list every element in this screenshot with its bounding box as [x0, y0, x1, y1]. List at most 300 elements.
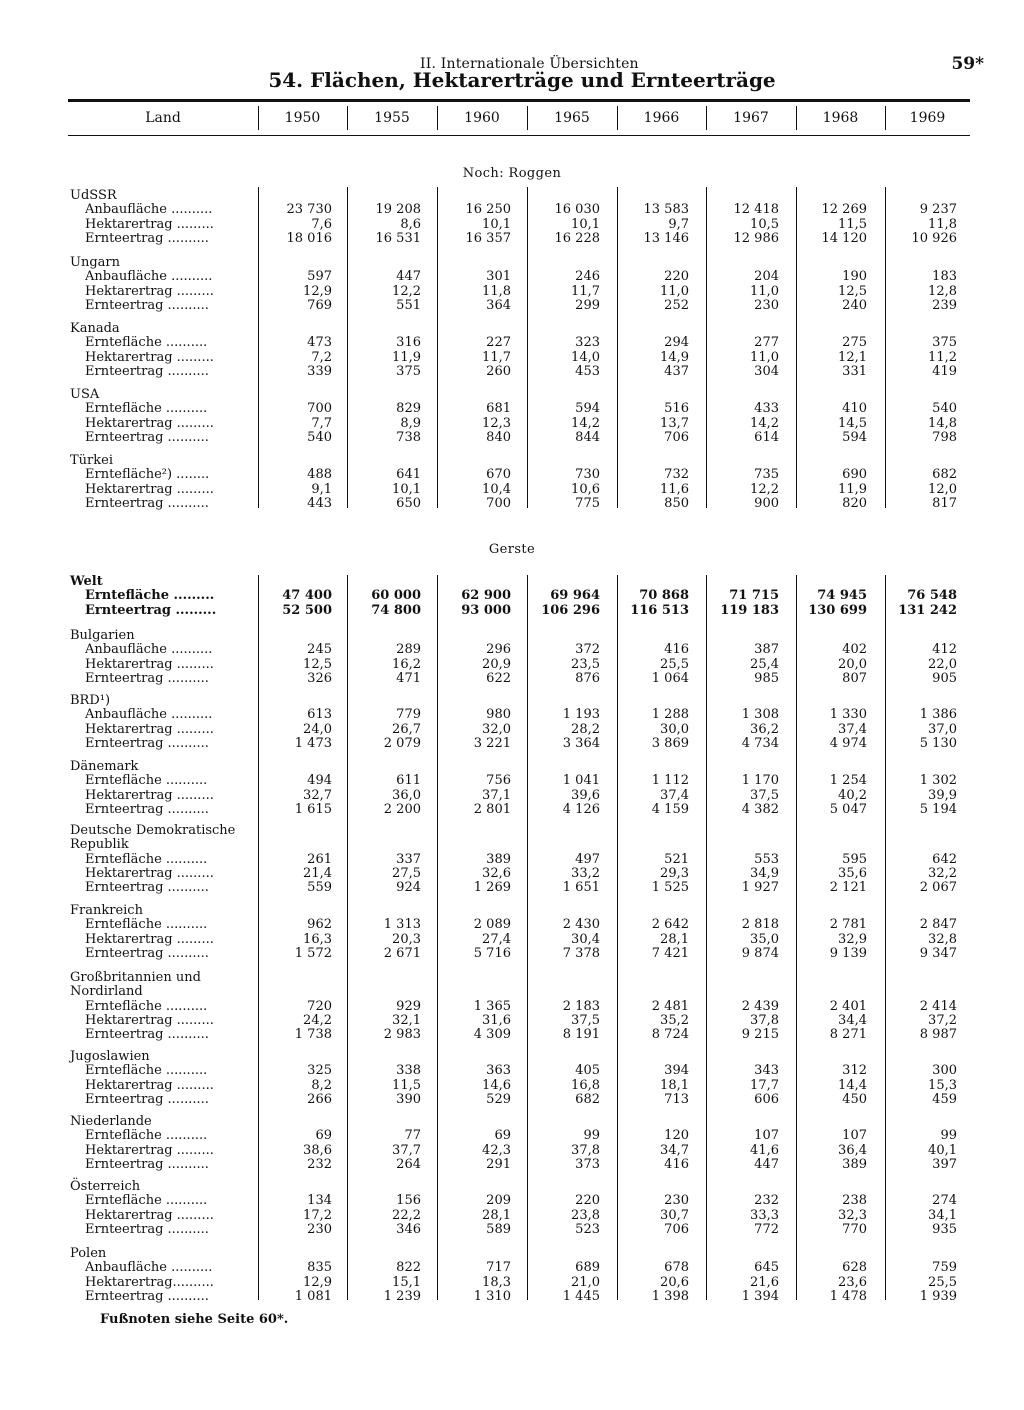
table-cell: 28,1: [482, 1207, 511, 1223]
table-cell: 12,1: [838, 349, 867, 365]
table-cell: 4 382: [741, 801, 779, 817]
table-cell: 2 642: [651, 917, 689, 933]
table-cell: 7,7: [311, 415, 332, 431]
table-cell: 1 615: [294, 801, 332, 817]
table-row: [0, 1261, 1024, 1275]
table-cell: 405: [575, 1063, 600, 1079]
table-cell: 433: [754, 401, 779, 417]
table-cell: 14,4: [838, 1077, 867, 1093]
table-cell: 628: [842, 1260, 867, 1276]
table-cell: 11,9: [392, 349, 421, 365]
table-cell: 412: [932, 642, 957, 658]
table-cell: 30,7: [660, 1207, 689, 1223]
table-cell: 670: [486, 467, 511, 483]
table-cell: 540: [307, 429, 332, 445]
table-row: [0, 774, 1024, 788]
row-label: Erntefläche ..........: [85, 1194, 208, 1209]
table-cell: 230: [754, 297, 779, 313]
table-cell: 24,2: [303, 1012, 332, 1028]
table-cell: 32,6: [482, 865, 511, 881]
table-cell: 156: [396, 1193, 421, 1209]
table-cell: 11,5: [838, 216, 867, 232]
table-row: [0, 431, 1024, 445]
country-name: Großbritannien und: [70, 970, 201, 985]
table-cell: 372: [575, 642, 600, 658]
table-cell: 15,3: [928, 1077, 957, 1093]
table-cell: 410: [842, 401, 867, 417]
table-cell: 1 064: [651, 670, 689, 686]
table-cell: 16 250: [465, 202, 511, 218]
table-cell: 36,4: [838, 1142, 867, 1158]
country-name: Niederlande: [70, 1114, 152, 1129]
table-cell: 299: [575, 297, 600, 313]
table-cell: 611: [396, 773, 421, 789]
table-cell: 37,4: [838, 721, 867, 737]
row-label: Ernteertrag ..........: [85, 1157, 209, 1172]
table-cell: 416: [664, 642, 689, 658]
country-name: USA: [70, 387, 100, 402]
table-cell: 14,0: [571, 349, 600, 365]
table-row: [0, 1223, 1024, 1237]
table-cell: 232: [307, 1156, 332, 1172]
table-cell: 373: [575, 1156, 600, 1172]
table-cell: 443: [307, 495, 332, 511]
table-cell: 11,0: [750, 349, 779, 365]
table-cell: 261: [307, 851, 332, 867]
table-cell: 24,0: [303, 721, 332, 737]
table-cell: 11,5: [392, 1077, 421, 1093]
column-header-year: 1960: [464, 110, 500, 126]
table-cell: 375: [396, 363, 421, 379]
row-label: Anbaufläche ..........: [85, 643, 213, 658]
table-cell: 12 418: [733, 202, 779, 218]
table-cell: 389: [486, 851, 511, 867]
table-cell: 12 986: [733, 230, 779, 246]
table-cell: 30,4: [571, 931, 600, 947]
table-cell: 7 421: [651, 945, 689, 961]
table-cell: 2 414: [919, 998, 957, 1014]
table-cell: 12 269: [821, 202, 867, 218]
table-cell: 277: [754, 335, 779, 351]
row-label: Ernteertrag ..........: [85, 1028, 209, 1043]
table-cell: 389: [842, 1156, 867, 1172]
table-cell: 14,5: [838, 415, 867, 431]
table-cell: 817: [932, 495, 957, 511]
table-cell: 770: [842, 1221, 867, 1237]
column-header-year: 1966: [643, 110, 680, 126]
table-cell: 35,6: [838, 865, 867, 881]
column-header-year: 1950: [284, 110, 321, 126]
table-cell: 594: [842, 429, 867, 445]
table-cell: 14,9: [660, 349, 689, 365]
country-name: Ungarn: [70, 255, 120, 270]
row-label: Erntefläche ..........: [85, 1129, 208, 1144]
table-cell: 252: [664, 297, 689, 313]
table-cell: 16,8: [571, 1077, 600, 1093]
table-cell: 16,2: [392, 656, 421, 672]
table-row: [0, 918, 1024, 932]
table-cell: 11,2: [928, 349, 957, 365]
table-cell: 27,4: [482, 931, 511, 947]
table-cell: 11,8: [928, 216, 957, 232]
table-cell: 4 126: [562, 801, 600, 817]
table-cell: 37,4: [660, 787, 689, 803]
table-row: [0, 270, 1024, 284]
table-cell: 9,1: [311, 481, 332, 497]
table-cell: 294: [664, 335, 689, 351]
table-cell: 11,7: [571, 283, 600, 299]
table-cell: 8 724: [651, 1027, 689, 1043]
table-cell: 12,2: [392, 283, 421, 299]
table-cell: 2 067: [919, 880, 957, 896]
table-cell: 21,6: [750, 1274, 779, 1290]
table-cell: 40,1: [928, 1142, 957, 1158]
table-cell: 772: [754, 1221, 779, 1237]
row-label: Hektarertrag .........: [85, 1013, 214, 1028]
table-cell: 15,1: [392, 1274, 421, 1290]
table-cell: 18 016: [286, 230, 332, 246]
table-cell: 1 394: [741, 1288, 779, 1304]
row-label: Ernteertrag ..........: [85, 881, 209, 896]
row-label: Erntefläche .........: [85, 589, 215, 604]
table-cell: 227: [486, 335, 511, 351]
table-cell: 32,2: [928, 865, 957, 881]
table-cell: 232: [754, 1193, 779, 1209]
table-cell: 551: [396, 297, 421, 313]
table-cell: 473: [307, 335, 332, 351]
table-cell: 9 874: [741, 945, 779, 961]
country-name: UdSSR: [70, 188, 117, 203]
table-cell: 2 818: [741, 917, 779, 933]
table-cell: 717: [486, 1260, 511, 1276]
row-label: Ernteertrag ..........: [85, 1222, 209, 1237]
row-label: Anbaufläche ..........: [85, 708, 213, 723]
table-cell: 245: [307, 642, 332, 658]
table-cell: 12,8: [928, 283, 957, 299]
table-row: [0, 232, 1024, 246]
row-label: Hektarertrag .........: [85, 788, 214, 803]
table-row: [0, 737, 1024, 751]
table-row: [0, 708, 1024, 722]
table-cell: 682: [575, 1091, 600, 1107]
table-cell: 35,2: [660, 1012, 689, 1028]
table-cell: 220: [664, 269, 689, 285]
table-cell: 2 430: [562, 917, 600, 933]
table-cell: 52 500: [282, 602, 332, 618]
table-cell: 1 112: [651, 773, 689, 789]
table-cell: 8,2: [311, 1077, 332, 1093]
table-cell: 10,6: [571, 481, 600, 497]
footnote: Fußnoten siehe Seite 60*.: [100, 1312, 289, 1327]
row-label: Hektarertrag .........: [85, 416, 214, 431]
section-label: Noch: Roggen: [462, 166, 562, 181]
table-cell: 905: [932, 670, 957, 686]
table-cell: 2 781: [829, 917, 867, 933]
table-cell: 39,6: [571, 787, 600, 803]
table-cell: 230: [307, 1221, 332, 1237]
row-label: Ernteertrag ..........: [85, 1092, 209, 1107]
table-cell: 260: [486, 363, 511, 379]
table-cell: 71 715: [729, 588, 779, 604]
row-label: Hektarertrag .........: [85, 284, 214, 299]
table-cell: 11,9: [838, 481, 867, 497]
row-label: Hektarertrag .........: [85, 722, 214, 737]
table-cell: 9 237: [919, 202, 957, 218]
table-cell: 2 847: [919, 917, 957, 933]
table-cell: 397: [932, 1156, 957, 1172]
table-cell: 22,0: [928, 656, 957, 672]
table-cell: 363: [486, 1063, 511, 1079]
table-cell: 99: [940, 1128, 957, 1144]
table-cell: 338: [396, 1063, 421, 1079]
table-cell: 876: [575, 670, 600, 686]
table-cell: 47 400: [282, 588, 332, 604]
row-label: Hektarertrag .........: [85, 1143, 214, 1158]
table-cell: 622: [486, 670, 511, 686]
table-cell: 23 730: [286, 202, 332, 218]
table-cell: 9,7: [668, 216, 689, 232]
table-cell: 39,9: [928, 787, 957, 803]
table-row: [0, 789, 1024, 803]
table-cell: 119 183: [720, 602, 779, 618]
table-cell: 190: [842, 269, 867, 285]
table-cell: 93 000: [461, 602, 511, 618]
table-cell: 690: [842, 467, 867, 483]
table-row: [0, 417, 1024, 431]
table-cell: 16 030: [554, 202, 600, 218]
table-cell: 25,4: [750, 656, 779, 672]
table-cell: 10,1: [571, 216, 600, 232]
table-cell: 25,5: [928, 1274, 957, 1290]
table-row: [0, 1209, 1024, 1223]
table-cell: 681: [486, 401, 511, 417]
table-cell: 1 525: [651, 880, 689, 896]
country-name-continued: Nordirland: [70, 984, 143, 1000]
row-label: Ernteertrag ..........: [85, 736, 209, 751]
row-label: Hektarertrag .........: [85, 657, 214, 672]
table-cell: 69 964: [550, 588, 600, 604]
row-label: Ernteertrag ..........: [85, 671, 209, 686]
table-cell: 264: [396, 1156, 421, 1172]
table-cell: 416: [664, 1156, 689, 1172]
table-cell: 471: [396, 670, 421, 686]
table-cell: 1 572: [294, 945, 332, 961]
table-cell: 20,3: [392, 931, 421, 947]
row-label: Ernteertrag ..........: [85, 364, 209, 379]
country-name: Dänemark: [70, 759, 139, 774]
table-cell: 16 357: [465, 230, 511, 246]
table-cell: 682: [932, 467, 957, 483]
column-header-land: Land: [145, 110, 181, 126]
table-cell: 820: [842, 495, 867, 511]
table-cell: 594: [575, 401, 600, 417]
row-label: Anbaufläche ..........: [85, 1261, 213, 1276]
table-cell: 402: [842, 642, 867, 658]
table-cell: 1 445: [562, 1288, 600, 1304]
table-cell: 37,2: [928, 1012, 957, 1028]
table-cell: 209: [486, 1193, 511, 1209]
table-cell: 37,5: [571, 1012, 600, 1028]
table-cell: 2 439: [741, 998, 779, 1014]
table-cell: 42,3: [482, 1142, 511, 1158]
table-cell: 437: [664, 363, 689, 379]
column-header-year: 1967: [733, 110, 769, 126]
table-cell: 36,2: [750, 721, 779, 737]
table-cell: 23,8: [571, 1207, 600, 1223]
table-cell: 35,0: [750, 931, 779, 947]
row-label: Erntefläche ..........: [85, 402, 208, 417]
table-cell: 2 801: [473, 801, 511, 817]
table-cell: 1 398: [651, 1288, 689, 1304]
table-cell: 529: [486, 1091, 511, 1107]
table-cell: 12,0: [928, 481, 957, 497]
table-cell: 230: [664, 1193, 689, 1209]
table-cell: 900: [754, 495, 779, 511]
table-cell: 1 254: [829, 773, 867, 789]
table-cell: 21,4: [303, 865, 332, 881]
table-cell: 488: [307, 467, 332, 483]
table-cell: 337: [396, 851, 421, 867]
table-row: [0, 1129, 1024, 1143]
table-cell: 106 296: [541, 602, 600, 618]
table-cell: 3 221: [473, 735, 511, 751]
row-label: Erntefläche²) ........: [85, 468, 210, 483]
table-cell: 22,2: [392, 1207, 421, 1223]
table-cell: 1 313: [383, 917, 421, 933]
table-cell: 12,9: [303, 1274, 332, 1290]
table-cell: 304: [754, 363, 779, 379]
table-cell: 9 139: [829, 945, 867, 961]
table-cell: 32,9: [838, 931, 867, 947]
table-cell: 10,1: [392, 481, 421, 497]
table-cell: 980: [486, 707, 511, 723]
table-cell: 131 242: [898, 602, 957, 618]
table-cell: 589: [486, 1221, 511, 1237]
table-cell: 37,8: [571, 1142, 600, 1158]
column-header-year: 1969: [909, 110, 946, 126]
table-cell: 645: [754, 1260, 779, 1276]
table-cell: 1 081: [294, 1288, 332, 1304]
table-row: [0, 1276, 1024, 1290]
table-cell: 1 193: [562, 707, 600, 723]
table-cell: 523: [575, 1221, 600, 1237]
table-cell: 275: [842, 335, 867, 351]
table-cell: 4 309: [473, 1027, 511, 1043]
table-cell: 706: [664, 1221, 689, 1237]
table-cell: 339: [307, 363, 332, 379]
table-cell: 37,8: [750, 1012, 779, 1028]
row-label: Erntefläche ..........: [85, 852, 208, 867]
row-label: Ernteertrag ..........: [85, 430, 209, 445]
table-cell: 738: [396, 429, 421, 445]
table-cell: 37,7: [392, 1142, 421, 1158]
country-name: Welt: [70, 574, 103, 589]
table-cell: 33,3: [750, 1207, 779, 1223]
table-cell: 7,2: [311, 349, 332, 365]
table-cell: 840: [486, 429, 511, 445]
table-cell: 720: [307, 998, 332, 1014]
table-cell: 3 364: [562, 735, 600, 751]
table-cell: 16,3: [303, 931, 332, 947]
table-cell: 346: [396, 1221, 421, 1237]
row-label: Hektarertrag .........: [85, 1208, 214, 1223]
table-cell: 5 194: [919, 801, 957, 817]
table-row: [0, 947, 1024, 961]
table-cell: 642: [932, 851, 957, 867]
table-cell: 32,1: [392, 1012, 421, 1028]
table-header-rule: [68, 135, 970, 136]
table-cell: 74 945: [817, 588, 867, 604]
row-label: Ernteertrag .........: [85, 603, 217, 618]
table-row: [0, 402, 1024, 416]
table-cell: 1 308: [741, 707, 779, 723]
table-cell: 1 288: [651, 707, 689, 723]
table-cell: 20,0: [838, 656, 867, 672]
table-cell: 2 183: [562, 998, 600, 1014]
row-label: Ernteertrag ..........: [85, 298, 209, 313]
table-cell: 316: [396, 335, 421, 351]
table-cell: 1 365: [473, 998, 511, 1014]
row-label: Anbaufläche ..........: [85, 270, 213, 285]
table-cell: 325: [307, 1063, 332, 1079]
row-label: Erntefläche ..........: [85, 918, 208, 933]
table-cell: 11,0: [660, 283, 689, 299]
table-cell: 13 583: [643, 202, 689, 218]
table-cell: 41,6: [750, 1142, 779, 1158]
column-header-year: 1965: [554, 110, 590, 126]
table-cell: 204: [754, 269, 779, 285]
row-label: Ernteertrag ..........: [85, 231, 209, 246]
table-cell: 10,1: [482, 216, 511, 232]
table-cell: 40,2: [838, 787, 867, 803]
table-cell: 5 047: [829, 801, 867, 817]
table-row: [0, 933, 1024, 947]
table-cell: 8,6: [400, 216, 421, 232]
table-cell: 419: [932, 363, 957, 379]
country-name-continued: Republik: [70, 837, 129, 853]
table-row: [0, 1158, 1024, 1172]
table-row: [0, 723, 1024, 737]
table-cell: 375: [932, 335, 957, 351]
country-name: Bulgarien: [70, 628, 135, 643]
table-cell: 2 983: [383, 1027, 421, 1043]
country-name: Österreich: [70, 1179, 141, 1194]
table-cell: 300: [932, 1063, 957, 1079]
table-cell: 77: [404, 1128, 421, 1144]
table-cell: 1 651: [562, 880, 600, 896]
table-cell: 28,2: [571, 721, 600, 737]
table-row: [0, 803, 1024, 817]
table-cell: 2 671: [383, 945, 421, 961]
table-cell: 606: [754, 1091, 779, 1107]
table-cell: 1 041: [562, 773, 600, 789]
table-cell: 12,9: [303, 283, 332, 299]
table-cell: 678: [664, 1260, 689, 1276]
table-cell: 613: [307, 707, 332, 723]
country-name: Türkei: [70, 453, 113, 468]
table-cell: 14,8: [928, 415, 957, 431]
row-label: Hektarertrag .........: [85, 866, 214, 881]
table-cell: 8 271: [829, 1027, 867, 1043]
table-row: [0, 1000, 1024, 1014]
table-cell: 7,6: [311, 216, 332, 232]
table-row: [0, 1079, 1024, 1093]
table-row: [0, 867, 1024, 881]
table-cell: 10,5: [750, 216, 779, 232]
table-cell: 1 170: [741, 773, 779, 789]
table-cell: 1 310: [473, 1288, 511, 1304]
table-cell: 28,1: [660, 931, 689, 947]
